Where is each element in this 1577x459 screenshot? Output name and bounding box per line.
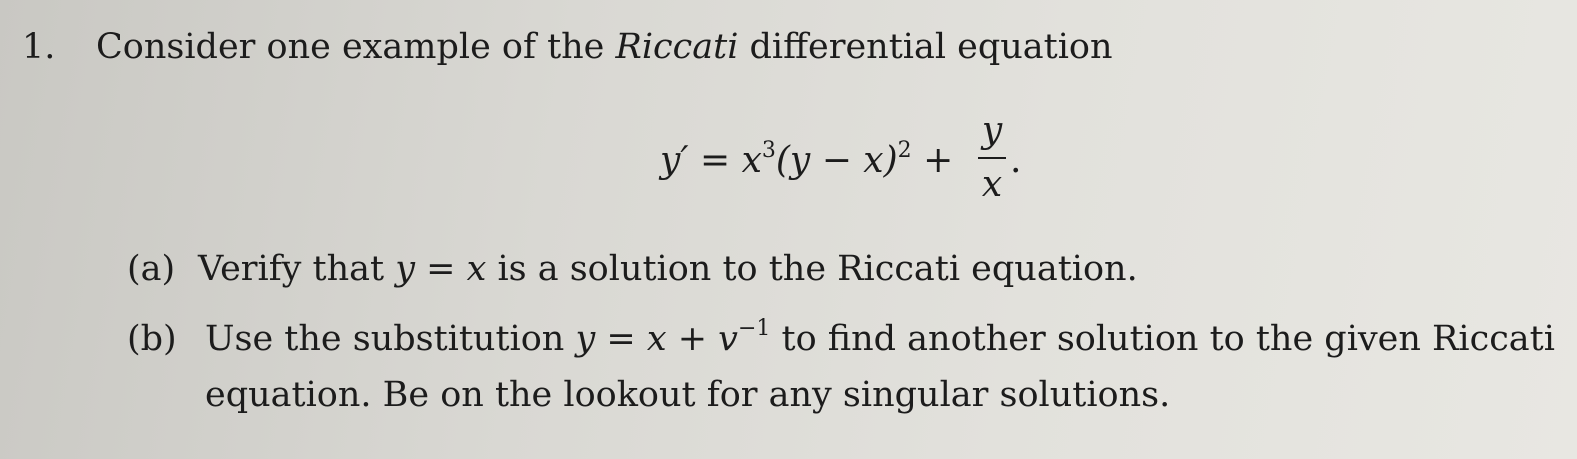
- intro-text-end: differential equation: [738, 27, 1113, 67]
- part-b-text-line2: equation. Be on the lookout for any singular solutions.: [205, 375, 1171, 415]
- part-b-math-exponent: −1: [737, 316, 771, 341]
- fraction-bar: [978, 157, 1006, 159]
- part-b-math: y = x + v: [575, 319, 738, 359]
- part-b-text-start: Use the substitution: [205, 319, 576, 359]
- intro-emphasis: Riccati: [615, 27, 739, 67]
- part-b-text: [205, 316, 1555, 359]
- problem-intro: [96, 27, 1113, 67]
- part-a-label: (a): [127, 249, 176, 289]
- equation-period: .: [1010, 140, 1022, 181]
- part-b-label: (b): [127, 319, 177, 359]
- intro-text: Consider one example of the: [96, 27, 616, 67]
- part-a-text: [198, 249, 1138, 289]
- fraction-numerator: y: [981, 110, 1003, 151]
- equation-main: [660, 140, 953, 181]
- equation-lhs: y′ = x: [660, 140, 762, 181]
- problem-number: 1.: [22, 27, 56, 67]
- equation-middle: (y − x): [775, 140, 898, 181]
- part-b-text-end: to find another solution to the given Riccati: [770, 319, 1555, 359]
- part-a-text-start: Verify that: [198, 249, 396, 289]
- part-a-math: y = x: [395, 249, 487, 289]
- part-a-text-end: is a solution to the Riccati equation.: [486, 249, 1138, 289]
- equation-plus: +: [911, 140, 954, 181]
- equation-lhs-exponent: 3: [761, 138, 776, 163]
- equation-middle-exponent: 2: [897, 138, 912, 163]
- fraction-denominator: x: [981, 164, 1003, 205]
